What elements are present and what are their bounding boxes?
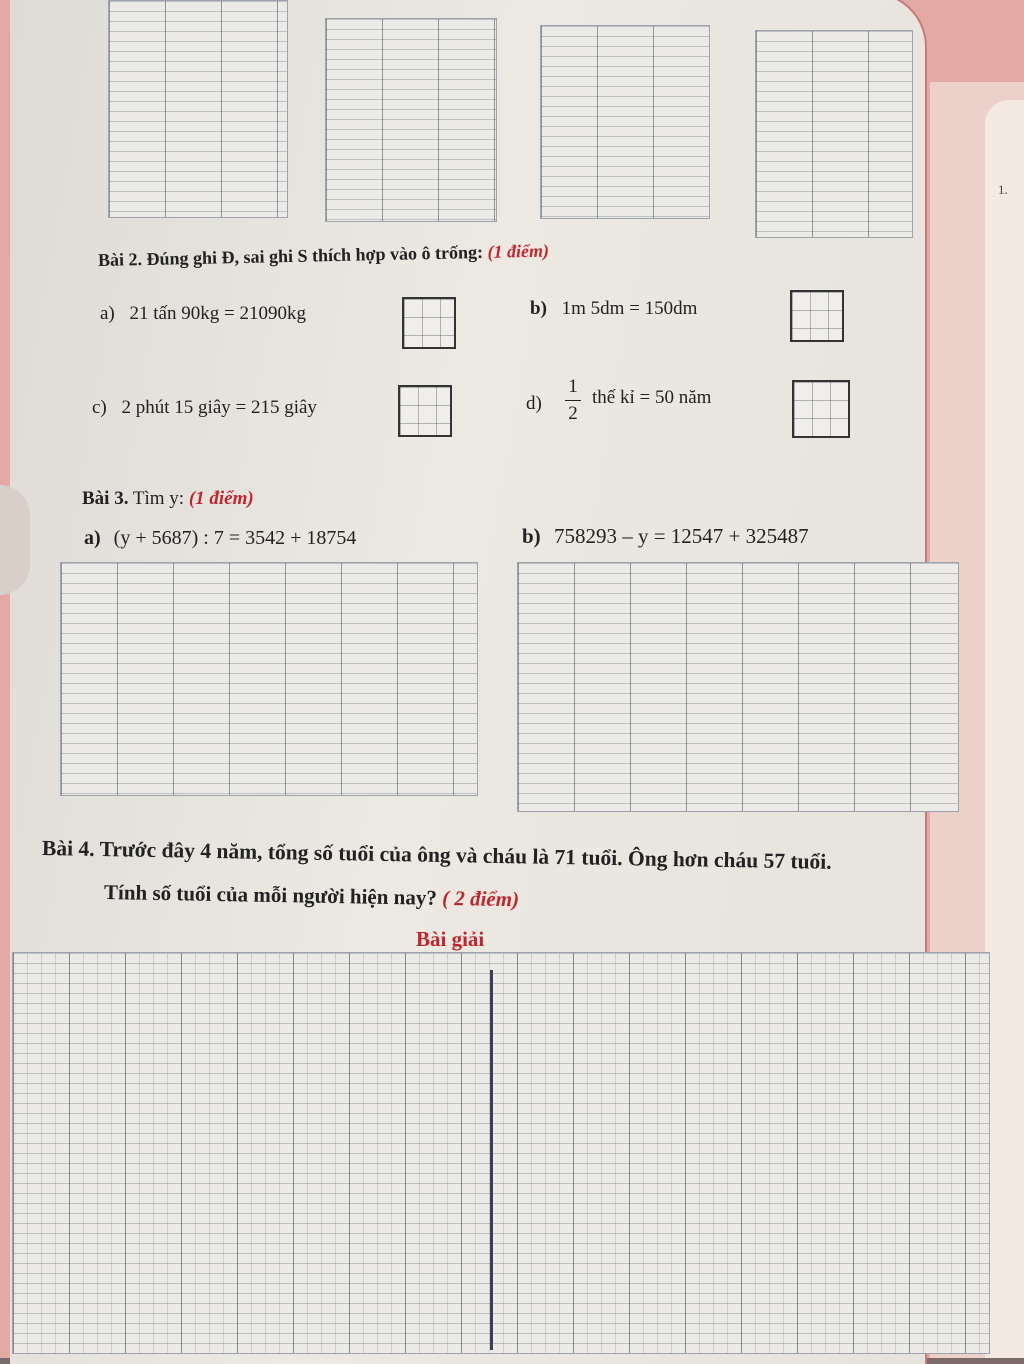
- fraction-numerator: 1: [568, 376, 578, 397]
- next-page: [985, 100, 1024, 1358]
- bai2-item-c-letter: c): [92, 397, 107, 418]
- bai2-item-b-letter: b): [530, 298, 547, 319]
- bai3-item-b-letter: b): [522, 524, 541, 548]
- bai2-item-c-text: 2 phút 15 giây = 215 giây: [121, 397, 317, 418]
- answer-grid-bai3-b[interactable]: [517, 562, 959, 812]
- answer-grid-top-4[interactable]: [755, 30, 913, 238]
- bai3-item-a-letter: a): [84, 527, 101, 549]
- answer-grid-top-1[interactable]: [108, 0, 288, 218]
- bai3-item-b: [522, 524, 809, 549]
- bai2-item-d-fraction: [565, 376, 581, 425]
- bai3-heading: [82, 488, 254, 510]
- bai2-item-a: [100, 303, 306, 325]
- bai2-item-b: [530, 298, 697, 320]
- answer-box-a[interactable]: [402, 297, 456, 349]
- bai4-line1-text: Trước đây 4 năm, tổng số tuổi của ông và cháu là 71 tuổi. Ông hơn cháu 57 tuổi.: [99, 837, 832, 874]
- bai3-label: Bài 3.: [82, 488, 129, 509]
- bai2-instruction: Đúng ghi Đ, sai ghi S thích hợp vào ô trống:: [146, 241, 484, 269]
- answer-box-d[interactable]: [792, 380, 850, 438]
- page-clip: [0, 485, 30, 595]
- bai4-points: ( 2 điểm): [441, 885, 520, 912]
- next-page-mark: 1.: [998, 182, 1008, 197]
- bai4-line2-text: Tính số tuổi của mỗi người hiện nay?: [103, 880, 438, 910]
- answer-grid-top-3[interactable]: [540, 25, 710, 219]
- bai2-item-c: [92, 397, 317, 419]
- bai2-item-d-letter: d): [526, 393, 542, 414]
- bai2-item-b-text: 1m 5dm = 150dm: [561, 298, 698, 319]
- bai2-item-a-text: 21 tấn 90kg = 21090kg: [129, 303, 306, 324]
- answer-box-c[interactable]: [398, 385, 452, 437]
- answer-grid-top-2[interactable]: [325, 18, 497, 222]
- bai2-points: (1 điểm): [487, 240, 550, 262]
- fraction-denominator: 2: [568, 403, 578, 424]
- bai3-item-a-text: (y + 5687) : 7 = 3542 + 18754: [113, 527, 357, 549]
- solution-grid-divider: [490, 970, 493, 1350]
- bai3-instruction: Tìm y:: [132, 488, 185, 509]
- solution-heading: Bài giải: [416, 927, 485, 951]
- bai2-item-d-text: thế kỉ = 50 năm: [592, 387, 712, 408]
- answer-grid-bai3-a[interactable]: [60, 562, 478, 796]
- bai3-points: (1 điểm): [188, 488, 254, 509]
- bai2-item-a-letter: a): [100, 303, 115, 324]
- bai4-label: Bài 4.: [41, 836, 95, 861]
- bai3-item-a: [84, 527, 356, 550]
- answer-box-b[interactable]: [790, 290, 844, 342]
- solution-grid[interactable]: [12, 952, 990, 1354]
- bai2-label: Bài 2.: [97, 249, 143, 270]
- bai3-item-b-text: 758293 – y = 12547 + 325487: [553, 524, 809, 548]
